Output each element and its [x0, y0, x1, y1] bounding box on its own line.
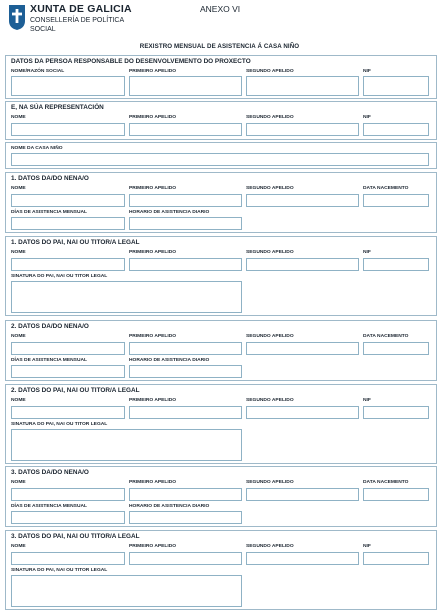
- section-title: 1. DATOS DA/DO NENA/O: [11, 175, 89, 182]
- section-child-2: [5, 320, 437, 381]
- nif-field[interactable]: [363, 552, 429, 565]
- department-name: CONSELLERÍA DE POLÍTICA SOCIAL: [30, 17, 125, 33]
- document-title: REXISTRO MENSUAL DE ASISTENCIA Á CASA NIÑO: [139, 43, 300, 50]
- days-field[interactable]: [11, 217, 125, 230]
- surname2-label: SEGUNDO APELIDO: [246, 115, 294, 120]
- section-house-name: [5, 142, 437, 169]
- section-responsible-person: [5, 55, 437, 99]
- surname2-field[interactable]: [246, 194, 359, 207]
- house-name-field[interactable]: [11, 153, 429, 166]
- surname1-field[interactable]: [129, 258, 242, 271]
- surname2-label: SEGUNDO APELIDO: [246, 398, 294, 403]
- section-title: DATOS DA PERSOA RESPONSABLE DO DESENVOLVEMENTO DO PROXECTO: [11, 58, 251, 65]
- name-label: NOME: [11, 115, 26, 120]
- schedule-label: HORARIO DE ASISTENCIA DIARIO: [129, 504, 210, 509]
- nif-label: NIF: [363, 250, 371, 255]
- surname2-field[interactable]: [246, 258, 359, 271]
- surname1-label: PRIMEIRO APELIDO: [129, 398, 177, 403]
- signature-label: SINATURA DO PAI, NAI OU TITOR LEGAL: [11, 422, 108, 427]
- surname2-label: SEGUNDO APELIDO: [246, 69, 294, 74]
- surname1-field[interactable]: [129, 194, 242, 207]
- days-label: DÍAS DE ASISTENCIA MENSUAL: [11, 504, 87, 509]
- nif-field[interactable]: [363, 258, 429, 271]
- section-title: 1. DATOS DO PAI, NAI OU TITOR/A LEGAL: [11, 239, 140, 246]
- surname2-field[interactable]: [246, 552, 359, 565]
- surname2-label: SEGUNDO APELIDO: [246, 544, 294, 549]
- surname1-label: PRIMEIRO APELIDO: [129, 334, 177, 339]
- signature-label: SINATURA DO PAI, NAI OU TITOR LEGAL: [11, 274, 108, 279]
- signature-field[interactable]: [11, 575, 242, 607]
- surname2-label: SEGUNDO APELIDO: [246, 250, 294, 255]
- surname2-field[interactable]: [246, 342, 359, 355]
- signature-field[interactable]: [11, 429, 242, 461]
- name-field[interactable]: [11, 552, 125, 565]
- annex-label: ANEXO VI: [200, 4, 241, 14]
- name-label: NOME: [11, 544, 26, 549]
- name-field[interactable]: [11, 194, 125, 207]
- name-label: NOME: [11, 250, 26, 255]
- name-label: NOME/RAZÓN SOCIAL: [11, 69, 65, 74]
- name-label: NOME: [11, 186, 26, 191]
- surname1-field[interactable]: [129, 406, 242, 419]
- surname1-label: PRIMEIRO APELIDO: [129, 186, 177, 191]
- surname1-field[interactable]: [129, 342, 242, 355]
- surname2-field[interactable]: [246, 406, 359, 419]
- xunta-logo-icon: [8, 4, 26, 31]
- section-representative: [5, 101, 437, 140]
- name-field[interactable]: [11, 406, 125, 419]
- birth-date-label: DATA NACEMENTO: [363, 480, 409, 485]
- name-label: NOME: [11, 334, 26, 339]
- section-title: 3. DATOS DO PAI, NAI OU TITOR/A LEGAL: [11, 533, 140, 540]
- section-parent-1: [5, 236, 437, 316]
- surname1-field[interactable]: [129, 552, 242, 565]
- surname1-label: PRIMEIRO APELIDO: [129, 115, 177, 120]
- surname2-label: SEGUNDO APELIDO: [246, 186, 294, 191]
- days-field[interactable]: [11, 511, 125, 524]
- nif-label: NIF: [363, 544, 371, 549]
- section-title: 3. DATOS DA/DO NENA/O: [11, 469, 89, 476]
- schedule-field[interactable]: [129, 217, 242, 230]
- nif-label: NIF: [363, 115, 371, 120]
- schedule-field[interactable]: [129, 511, 242, 524]
- nif-label: NIF: [363, 69, 371, 74]
- surname2-label: SEGUNDO APELIDO: [246, 334, 294, 339]
- name-field[interactable]: [11, 342, 125, 355]
- signature-label: SINATURA DO PAI, NAI OU TITOR LEGAL: [11, 568, 108, 573]
- name-field[interactable]: [11, 76, 125, 96]
- name-field[interactable]: [11, 258, 125, 271]
- signature-field[interactable]: [11, 281, 242, 313]
- house-name-label: NOME DA CASA NIÑO: [11, 146, 63, 151]
- section-parent-3: [5, 530, 437, 610]
- days-label: DÍAS DE ASISTENCIA MENSUAL: [11, 210, 87, 215]
- name-field[interactable]: [11, 123, 125, 136]
- name-label: NOME: [11, 480, 26, 485]
- brand-title: XUNTA DE GALICIA: [30, 3, 132, 15]
- surname2-label: SEGUNDO APELIDO: [246, 480, 294, 485]
- days-label: DÍAS DE ASISTENCIA MENSUAL: [11, 358, 87, 363]
- nif-field[interactable]: [363, 123, 429, 136]
- surname1-label: PRIMEIRO APELIDO: [129, 480, 177, 485]
- name-field[interactable]: [11, 488, 125, 501]
- surname1-field[interactable]: [129, 123, 242, 136]
- surname2-field[interactable]: [246, 488, 359, 501]
- birth-date-label: DATA NACEMENTO: [363, 334, 409, 339]
- schedule-label: HORARIO DE ASISTENCIA DIARIO: [129, 210, 210, 215]
- surname1-field[interactable]: [129, 488, 242, 501]
- surname1-field[interactable]: [129, 76, 242, 96]
- surname1-label: PRIMEIRO APELIDO: [129, 69, 177, 74]
- section-title: 2. DATOS DA/DO NENA/O: [11, 323, 89, 330]
- birth-date-field[interactable]: [363, 342, 429, 355]
- section-child-1: [5, 172, 437, 233]
- section-child-3: [5, 466, 437, 527]
- days-field[interactable]: [11, 365, 125, 378]
- birth-date-field[interactable]: [363, 488, 429, 501]
- surname1-label: PRIMEIRO APELIDO: [129, 250, 177, 255]
- nif-label: NIF: [363, 398, 371, 403]
- name-label: NOME: [11, 398, 26, 403]
- surname2-field[interactable]: [246, 123, 359, 136]
- surname2-field[interactable]: [246, 76, 359, 96]
- nif-field[interactable]: [363, 76, 429, 96]
- section-title: E, NA SÚA REPRESENTACIÓN: [11, 104, 104, 111]
- section-parent-2: [5, 384, 437, 464]
- schedule-label: HORARIO DE ASISTENCIA DIARIO: [129, 358, 210, 363]
- birth-date-label: DATA NACEMENTO: [363, 186, 409, 191]
- surname1-label: PRIMEIRO APELIDO: [129, 544, 177, 549]
- section-title: 2. DATOS DO PAI, NAI OU TITOR/A LEGAL: [11, 387, 140, 394]
- birth-date-field[interactable]: [363, 194, 429, 207]
- schedule-field[interactable]: [129, 365, 242, 378]
- nif-field[interactable]: [363, 406, 429, 419]
